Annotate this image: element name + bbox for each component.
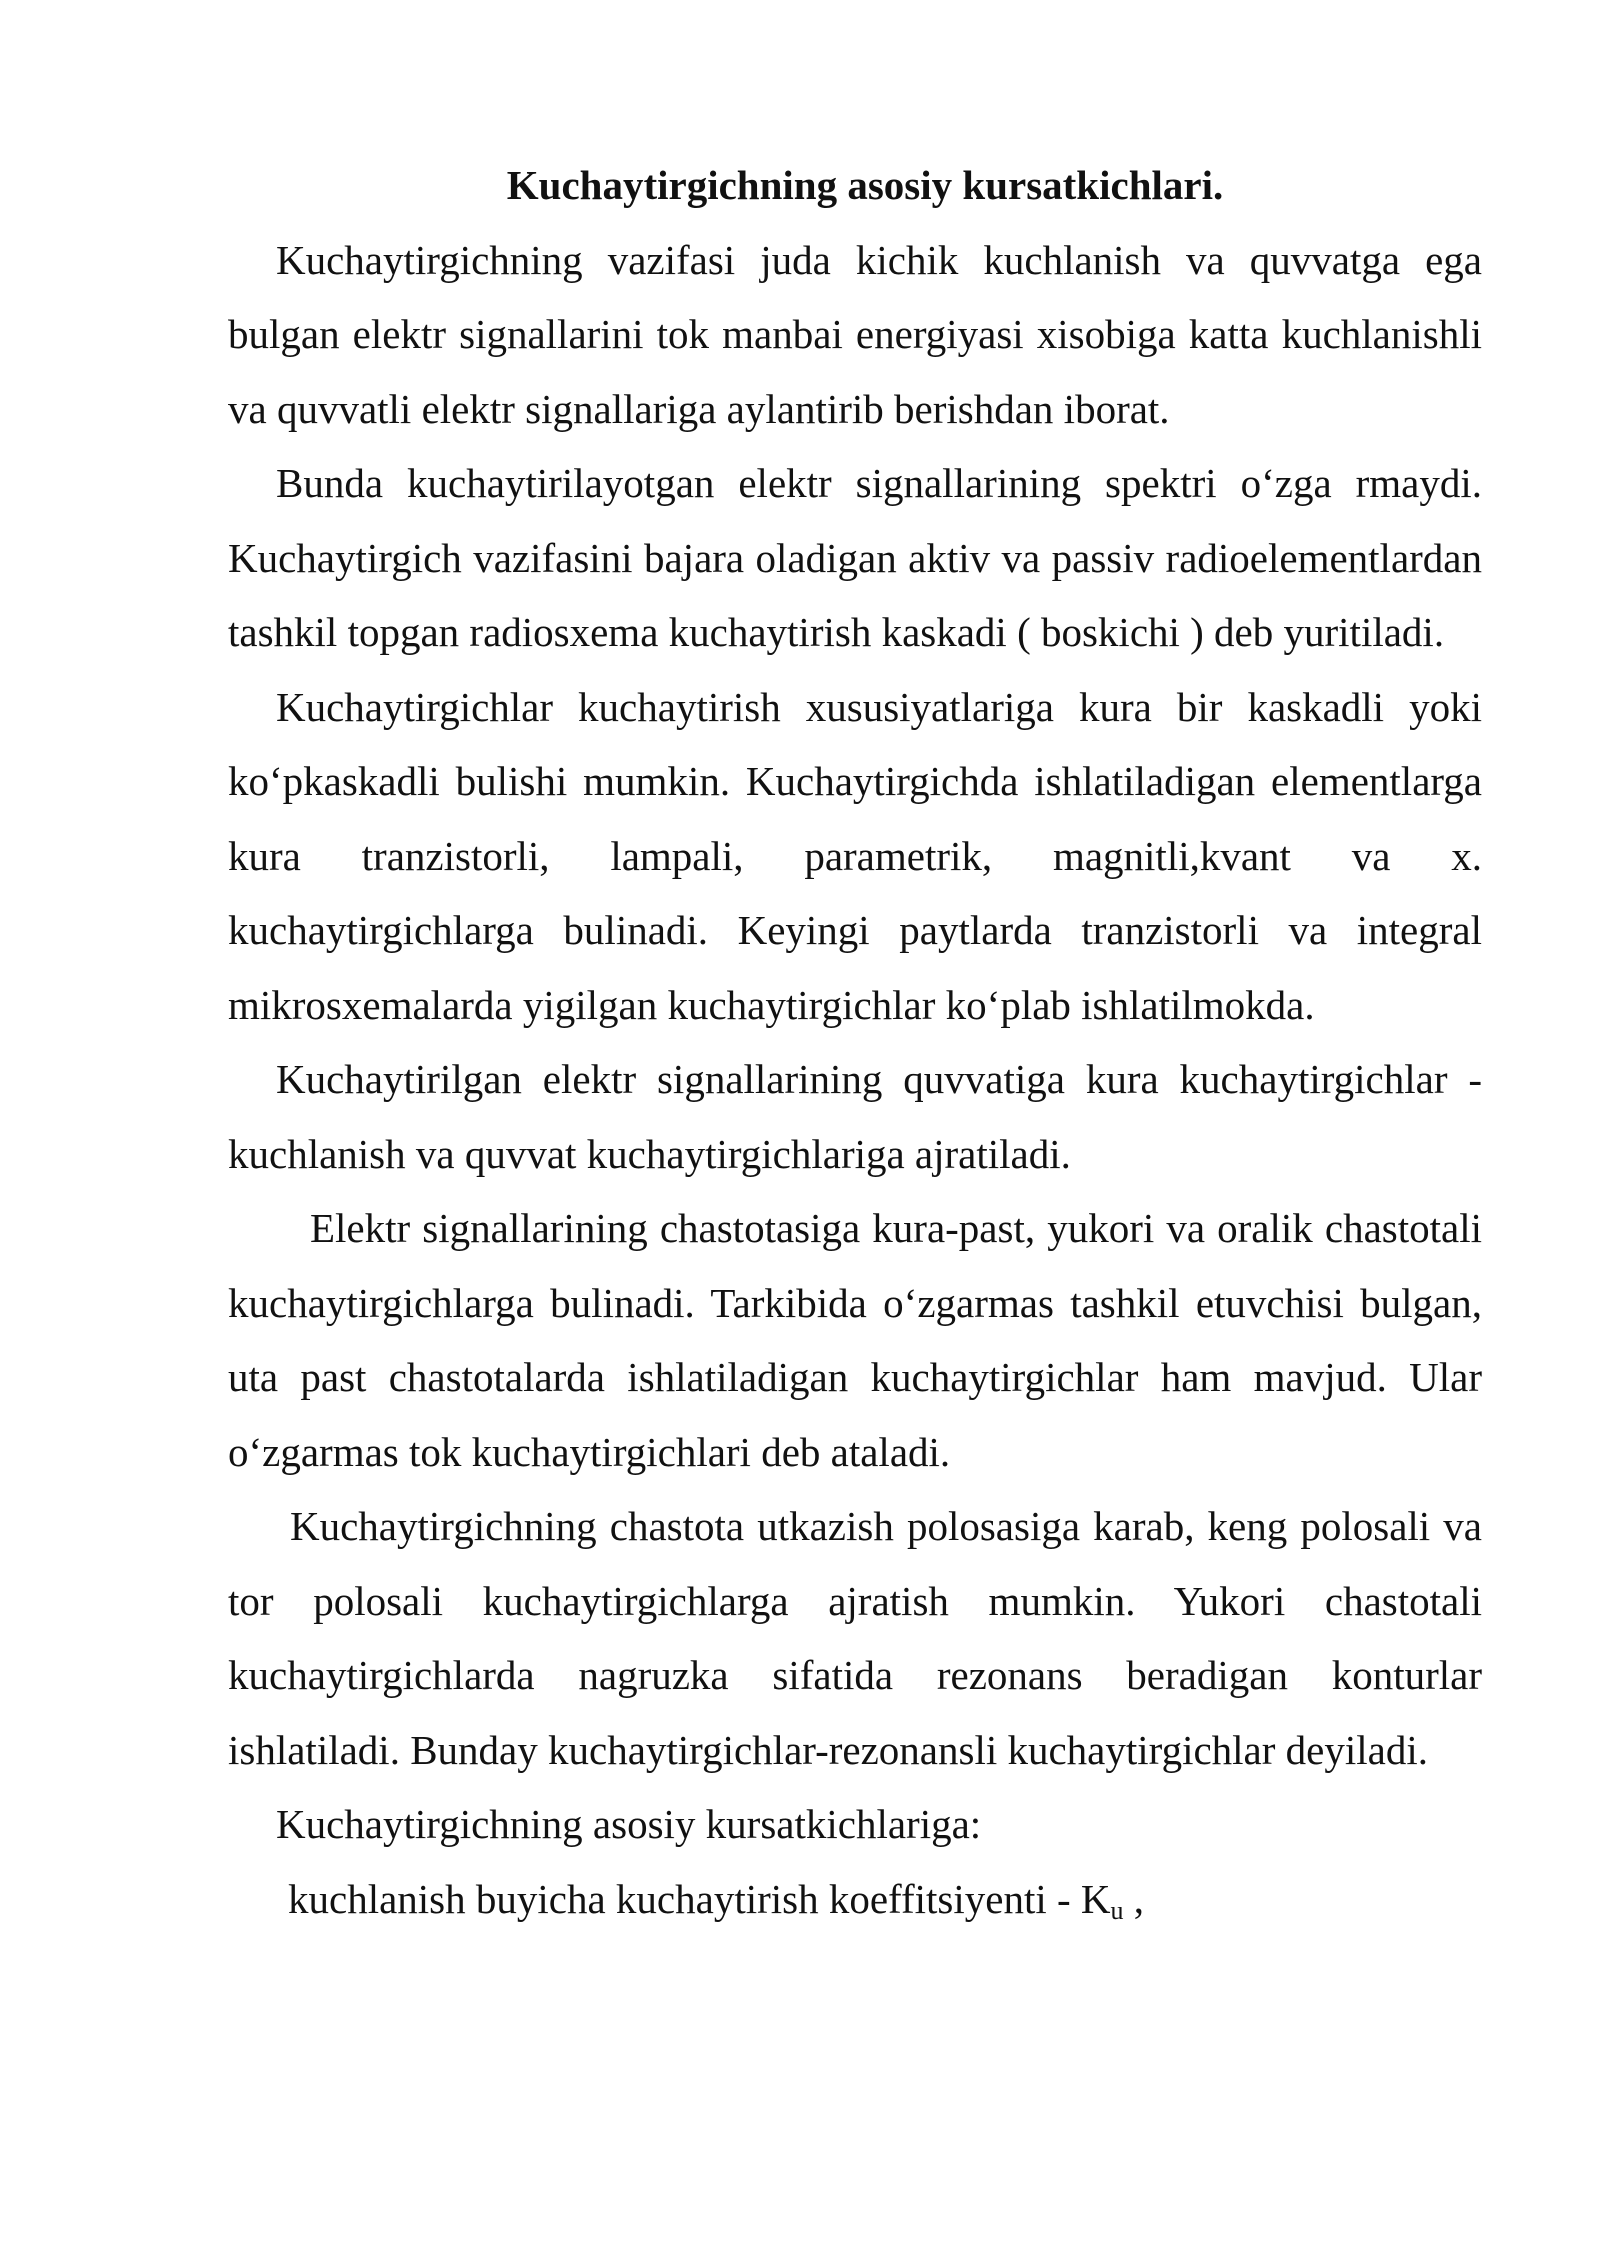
voltage-gain-text: kuchlanish buyicha kuchaytirish koeffitsiyenti - K	[288, 1875, 1111, 1922]
document-body	[228, 148, 1482, 1936]
paragraph-purpose: Kuchaytirgichning vazifasi juda kichik kuchlanish va quvvatga ega bulgan elektr signallarini tok manbai energiyasi xisobiga katta kuchlanishli va quvvatli elektr signallariga aylantirib berishdan iborat.	[228, 236, 1482, 432]
document-title: Kuchaytirgichning asosiy kursatkichlari.	[506, 162, 1224, 208]
paragraph-cascades: Kuchaytirgichlar kuchaytirish xususiyatlariga kura bir kaskadli yoki ko‘pkaskadli bulishi mumkin. Kuchaytirgichda ishlatiladigan elementlarga kura tranzistorli, lampali, parametrik, magnitli,kvant va x. kuchaytirgichlarga bulinadi. Keyingi paytlarda tranzistorli va integral mikrosxemalarda yigilgan kuchaytirgichlar ko‘plab ishlatilmokda.	[228, 683, 1482, 1028]
paragraph-spectrum: Bunda kuchaytirilayotgan elektr signallarining spektri o‘zga rmaydi. Kuchaytirgich vazifasini bajara oladigan aktiv va passiv radioelementlardan tashkil topgan radiosxema kuchaytirish kaskadi ( boskichi ) deb yuritiladi.	[228, 460, 1482, 655]
paragraph-power: Kuchaytirilgan elektr signallarining quvvatiga kura kuchaytirgichlar - kuchlanish va quvvat kuchaytirgichlariga ajratiladi.	[228, 1056, 1482, 1177]
paragraph-frequency: Elektr signallarining chastotasiga kura-past, yukori va oralik chastotali kuchaytirgichlarga bulinadi. Tarkibida o‘zgarmas tashkil etuvchisi bulgan, uta past chastotalarda ishlatiladigan kuchaytirgichlar ham mavjud. Ular o‘zgarmas tok kuchaytirgichlari deb ataladi.	[228, 1205, 1482, 1475]
paragraph-voltage-gain	[228, 1862, 1482, 1937]
paragraph-main-indicators: Kuchaytirgichning asosiy kursatkichlariga:	[276, 1801, 982, 1847]
voltage-gain-suffix: ,	[1123, 1875, 1144, 1922]
voltage-gain-subscript: u	[1110, 1895, 1124, 1925]
paragraph-bandwidth: Kuchaytirgichning chastota utkazish polosasiga karab, keng polosali va tor polosali kuchaytirgichlarga ajratish mumkin. Yukori chastotali kuchaytirgichlarda nagruzka sifatida rezonans beradigan konturlar ishlatiladi. Bunday kuchaytirgichlar-rezonansli kuchaytirgichlar deyiladi.	[228, 1503, 1482, 1773]
